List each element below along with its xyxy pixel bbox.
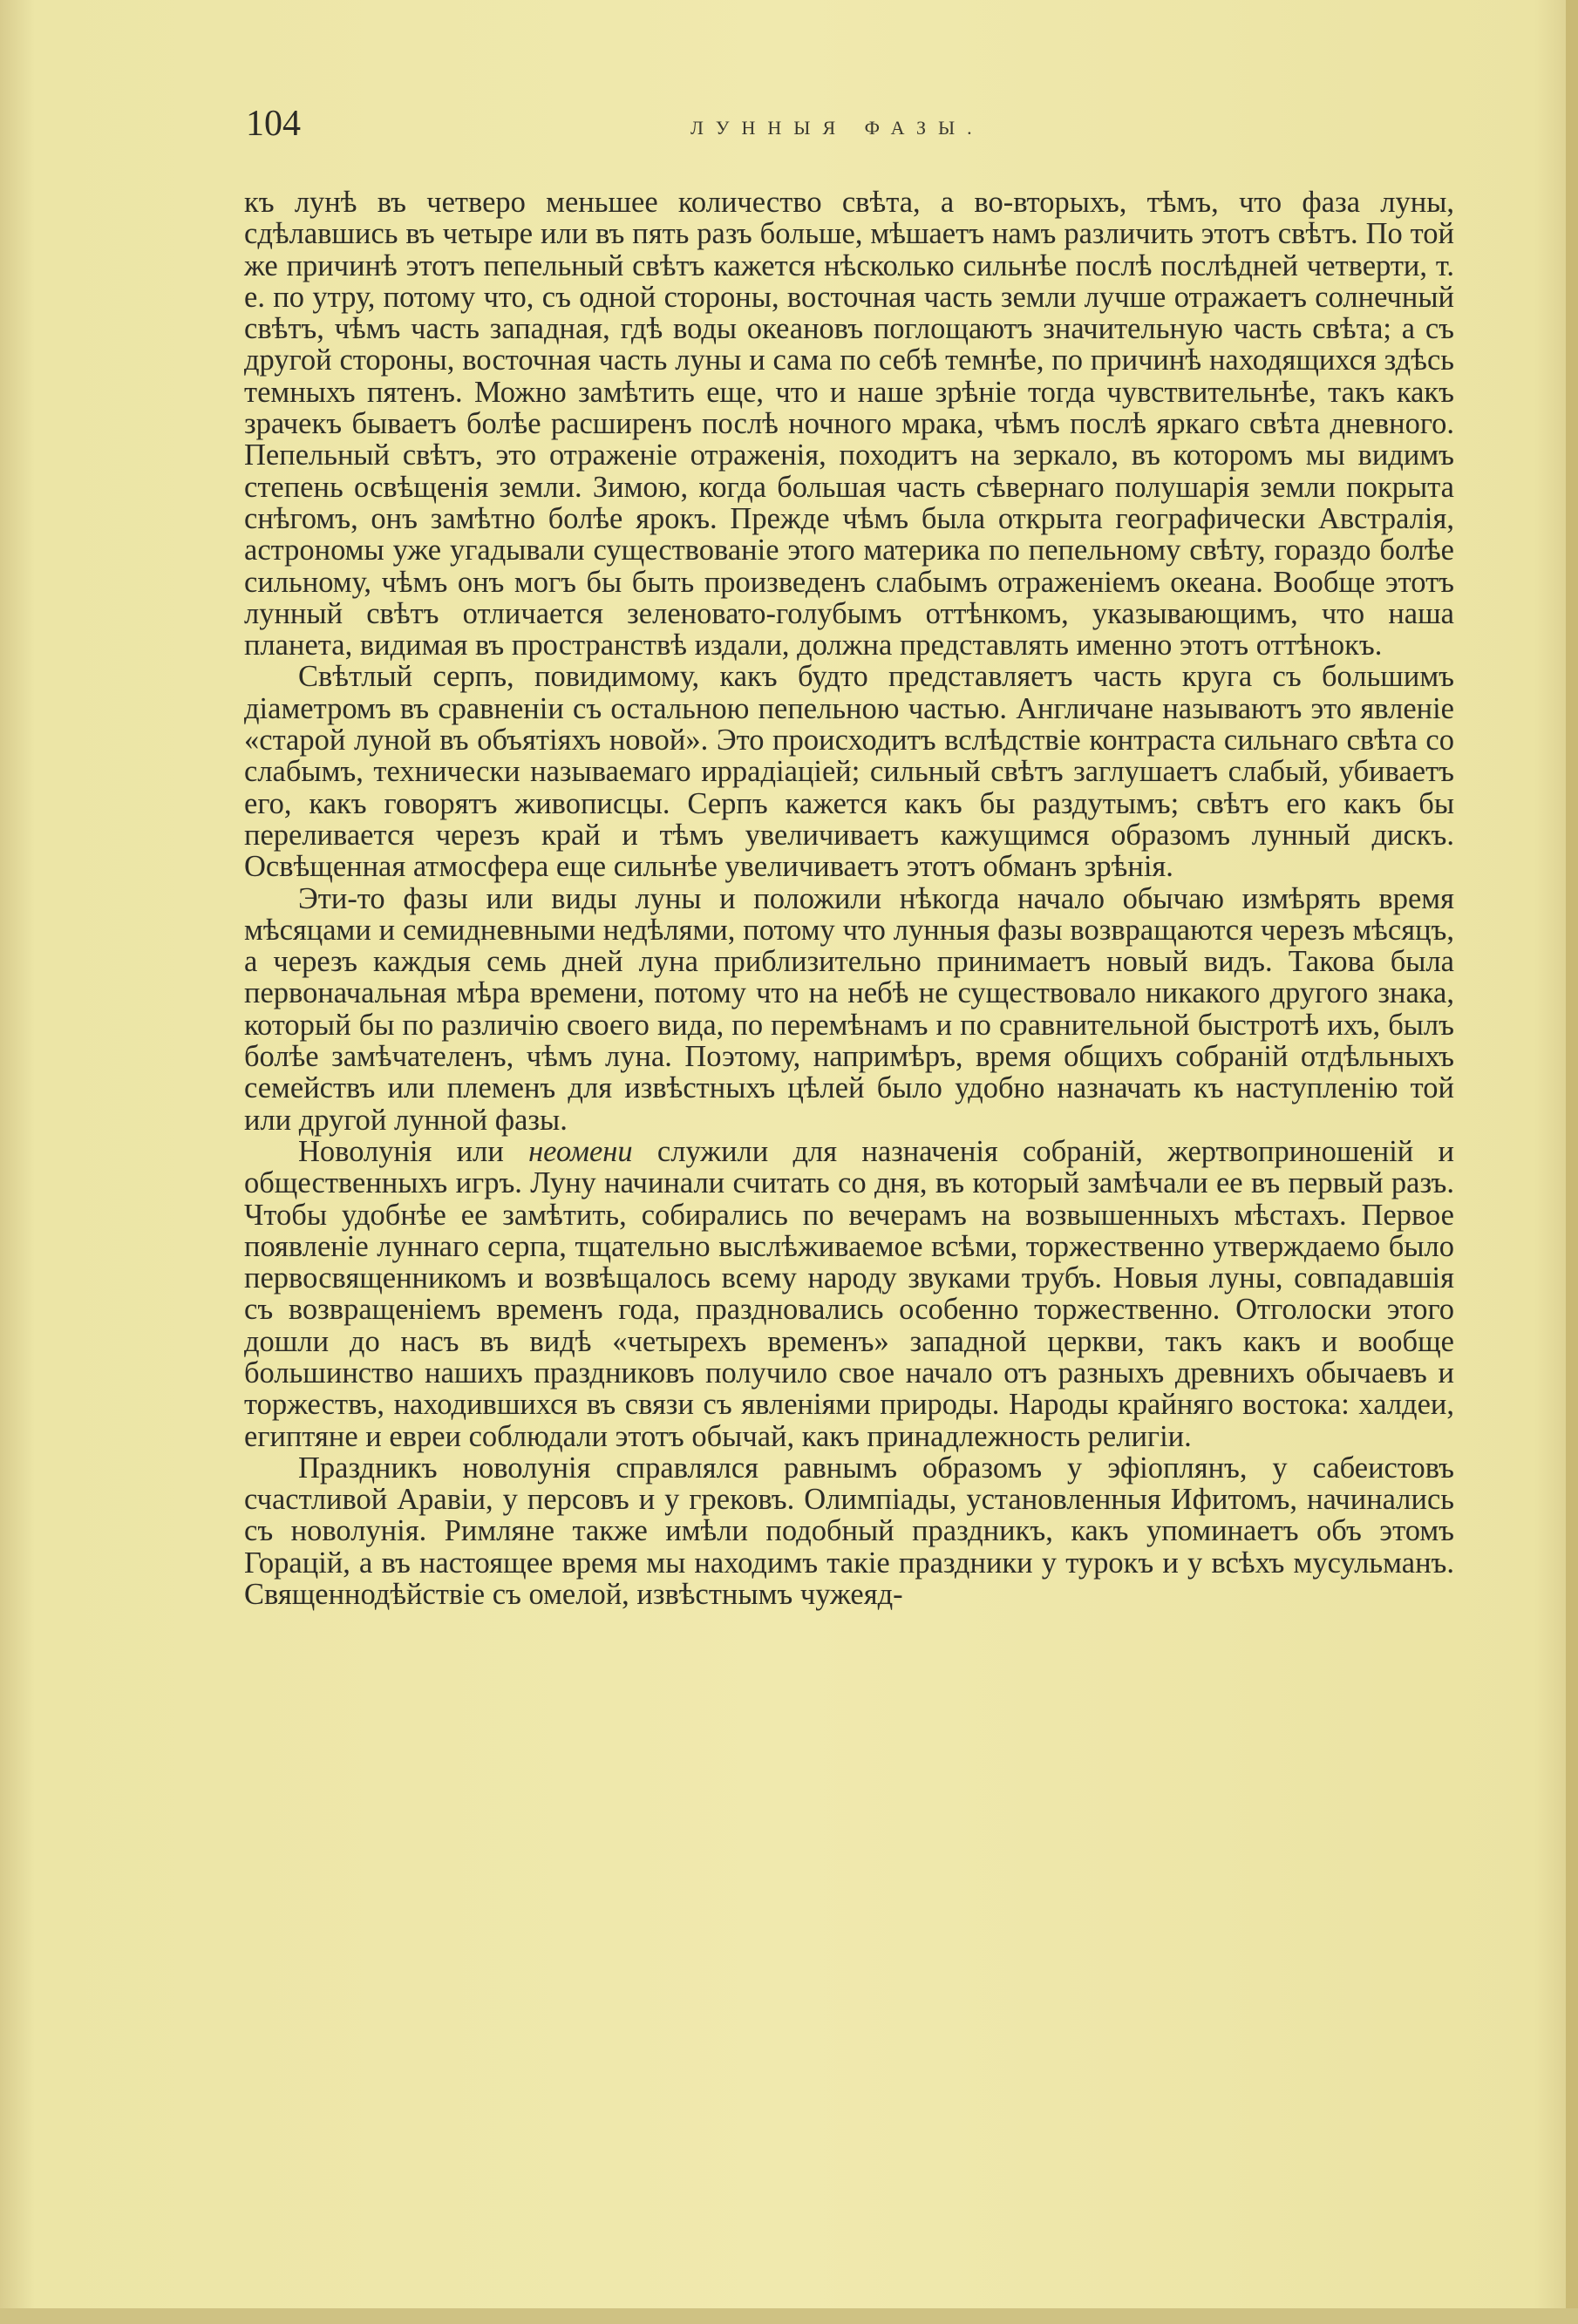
page-bottom-edge xyxy=(0,2308,1578,2324)
paragraph-4-rest: служили для назначенія собраній, жертвоприношеній и общественныхъ игръ. Луну начинали считать со дня, въ который замѣчали ее въ первый разъ. Чтобы удобнѣе ее замѣтить, собирались по вечерамъ на возвышенныхъ мѣстахъ. Первое появленіе луннаго серпа, тщательно выслѣживаемое всѣми, торжественно утверждаемо было первосвященникомъ и возвѣщалось всему народу звуками трубъ. Новыя луны, совпадавшія съ возвращеніемъ временъ года, праздновались особенно торжественно. Отголоски этого дошли до насъ въ видѣ «четырехъ временъ» западной церкви, такъ какъ и вообще большинство нашихъ праздниковъ получило свое начало отъ разныхъ древнихъ обычаевъ и торжествъ, находившихся въ связи съ явленіями природы. Народы крайняго востока: халдеи, египтяне и евреи соблюдали этотъ обычай, какъ принадлежность религіи. xyxy=(244,1134,1454,1453)
paragraph-1: къ лунѣ въ четверо меньшее количество свѣта, а во-вторыхъ, тѣмъ, что фаза луны, сдѣлавшись въ четыре или въ пять разъ больше, мѣшаетъ намъ различить этотъ свѣтъ. По той же причинѣ этотъ пепельный свѣтъ кажется нѣсколько сильнѣе послѣ послѣдней четверти, т. е. по утру, потому что, съ одной стороны, восточная часть земли лучше отражаетъ солнечный свѣтъ, чѣмъ часть западная, гдѣ воды океановъ поглощаютъ значительную часть свѣта; а съ другой стороны, восточная часть луны и сама по себѣ темнѣе, по причинѣ находящихся здѣсь темныхъ пятенъ. Можно замѣтить еще, что и наше зрѣніе тогда чувствительнѣе, такъ какъ зрачекъ бываетъ болѣе расширенъ послѣ ночного мрака, чѣмъ послѣ яркаго свѣта дневного. Пепельный свѣтъ, это отраженіе отраженія, походитъ на зеркало, въ которомъ мы видимъ степень освѣщенія земли. Зимою, когда большая часть сѣвернаго полушарія земли покрыта снѣгомъ, онъ замѣтно болѣе ярокъ. Прежде чѣмъ была открыта географически Австралія, астрономы уже угадывали существованіе этого материка по пепельному свѣту, гораздо болѣе сильному, чѣмъ онъ могъ бы быть произведенъ слабымъ отраженіемъ океана. Вообще этотъ лунный свѣтъ отличается зеленовато-голубымъ оттѣнкомъ, указывающимъ, что наша планета, видимая въ пространствѣ издали, должна представлять именно этотъ оттѣнокъ. xyxy=(244,186,1454,663)
emphasis-neomenii: неомени xyxy=(528,1134,633,1168)
paragraph-5: Праздникъ новолунія справлялся равнымъ образомъ у эфіоплянъ, у сабеистовъ счастливой Аравіи, у персовъ и у грековъ. Олимпіады, установленныя Ифитомъ, начинались съ новолунія. Римляне также имѣли подобный праздникъ, какъ упоминаетъ объ этомъ Горацій, а въ настоящее время мы находимъ такіе праздники у турокъ и у всѣхъ мусульманъ. Священнодѣйствіе съ омелой, извѣстнымъ чужеяд- xyxy=(244,1451,1454,1612)
page-header xyxy=(246,103,1449,155)
page-edge xyxy=(1566,0,1578,2324)
paragraph-4 xyxy=(244,1136,1454,1452)
paragraph-4-start: Новолунія или xyxy=(298,1134,529,1168)
running-title: ЛУННЫЯ ФАЗЫ. xyxy=(690,117,984,139)
body-text xyxy=(244,187,1454,1610)
paragraph-3: Эти-то фазы или виды луны и положили нѣкогда начало обычаю измѣрять время мѣсяцами и семидневными недѣлями, потому что лунныя фазы возвращаются черезъ мѣсяцъ, а черезъ каждыя семь дней луна приблизительно принимаетъ новый видъ. Такова была первоначальная мѣра времени, потому что на небѣ не существовало никакого другого знака, который бы по различію своего вида, по перемѣнамъ и по сравнительной быстротѣ ихъ, былъ болѣе замѣчателенъ, чѣмъ луна. Поэтому, напримѣръ, время общихъ собраній отдѣльныхъ семействъ или племенъ для извѣстныхъ цѣлей было удобно назначать къ наступленію той или другой лунной фазы. xyxy=(244,881,1454,1137)
page-number: 104 xyxy=(246,104,301,144)
paragraph-2: Свѣтлый серпъ, повидимому, какъ будто представляетъ часть круга съ большимъ діаметромъ въ сравненіи съ остальною пепельною частью. Англичане называютъ это явленіе «старой луной въ объятіяхъ новой». Это происходитъ вслѣдствіе контраста сильнаго свѣта со слабымъ, технически называемаго иррадіаціей; сильный свѣтъ заглушаетъ слабый, убиваетъ его, какъ говорятъ живописцы. Серпъ кажется какъ бы раздутымъ; свѣтъ его какъ бы переливается черезъ край и тѣмъ увеличиваетъ кажущимся образомъ лунный дискъ. Освѣщенная атмосфера еще сильнѣе увеличиваетъ этотъ обманъ зрѣнія. xyxy=(244,660,1454,884)
